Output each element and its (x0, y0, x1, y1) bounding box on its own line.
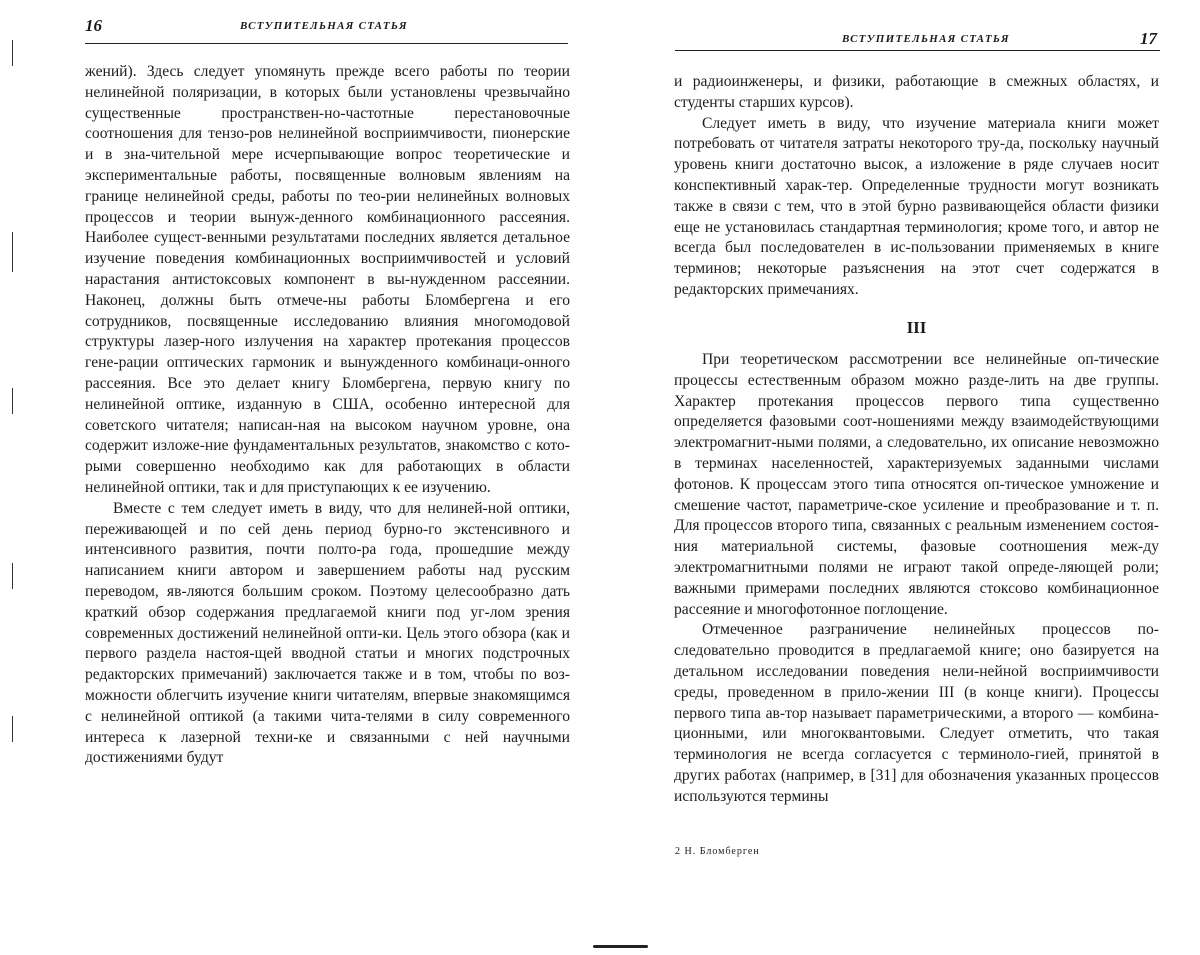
section-heading: III (906, 318, 927, 337)
scan-margin-mark (12, 716, 13, 742)
scan-margin-mark (12, 388, 13, 414)
right-page-number: 17 (1140, 29, 1157, 48)
left-header-rule (85, 43, 568, 44)
left-page-number: 16 (85, 16, 102, 35)
scan-margin-mark (12, 563, 13, 589)
right-paragraph-1: и радиоинженеры, и физики, работающие в смежных областях, и студенты старших курсов). (674, 73, 1159, 111)
right-running-head: ВСТУПИТЕЛЬНАЯ СТАТЬЯ (842, 33, 1010, 45)
scan-margin-mark (12, 40, 13, 66)
right-paragraph-2: Следует иметь в виду, что изучение материала книги может потребовать от читателя затраты некоторого тру-да, поскольку научный уровень книги достаточно высок, а изложение в ряде случаев носит конспективный харак-тер. Определенные трудности могут возникать также в связи с тем, что в этой бурно развивающейся области физики еще не установилась стандартная терминология; кроме того, и автор не всегда был последователен в ис-пользовании применяемых в книге терминов; некоторые разъяснения на этот счет содержатся в редакторских примечаниях. (674, 114, 1159, 298)
left-paragraph-2: Вместе с тем следует иметь в виду, что для нелиней-ной оптики, переживающей и по сей день период бурно-го экстенсивного и интенсивного развития, почти полто-ра года, прошедшие между написанием книги автором и завершением работы над русским переводом, яв-ляются большим сроком. Поэтому целесообразно дать краткий обзор содержания предлагаемой книги под уг-лом зрения современных достижений нелинейной опти-ки. Цель этого обзора (как и первого раздела настоя-щей вводной статьи и многих подстрочных редакторских примечаний) заключается также и в том, чтобы по воз-можности облегчить изучение книги читателям, впервые знакомящимся с нелинейной оптикой (а такими чита-телями в силу современного интереса к лазерной техни-ке и связанными с ней научными достижениями будут (85, 499, 570, 767)
right-paragraph-4: Отмеченное разграничение нелинейных процессов по-следовательно проводится в предлагаемой книге; оно базируется на детальном исследовании поведения нели-нейной восприимчивости среды, проведенном в прило-жении III (в конце книги). Процессы первого типа ав-тор называет параметрическими, а второго — комбина-ционными, или многоквантовыми. Следует отметить, что такая терминология не всегда согласуется с терминоло-гией, принятой в других работах (например, в [31] для обозначения указанных процессов используются термины (674, 621, 1159, 805)
signature-mark: 2 Н. Бломберген (675, 846, 760, 857)
right-text-column-bottom (674, 350, 1159, 808)
gutter-shadow (593, 945, 648, 948)
left-text-column (85, 62, 570, 769)
left-paragraph-1: жений). Здесь следует упомянуть прежде всего работы по теории нелинейной поляризации, в которых были установлены чрезвычайно существенные пространствен-но-частотные перестановочные соотношения для тензо-ров нелинейной восприимчивости, пионерские и в зна-чительной мере исчерпывающие вопрос теоретические и экспериментальные работы, посвященные волновым явлениям на границе нелинейной среды, работы по тео-рии нелинейных волновых процессов и теории вынуж-денного комбинационного рассеяния. Наиболее сущест-венными результатами последних является детальное изучение поведения комбинационных восприимчивостей и условий нарастания антистоксовых компонент в вы-нужденном рассеянии. Наконец, должны быть отмече-ны работы Бломбергена и его сотрудников, посвященные исследованию влияния многомодовой структуры лазер-ного излучения на характер протекания процессов гене-рации оптических гармоник и вынужденного комбинаци-онного рассеяния. Все это делает книгу Бломбергена, первую книгу по нелинейной оптике, изданную в США, особенно интересной для советского читателя; написан-ная на высоком научном уровне, она содержит изложе-ние фундаментальных результатов, знакомство с кото-рыми совершенно необходимо как для работающих в области нелинейной оптики, так и для приступающих к ее изучению. (85, 63, 570, 496)
left-running-head: ВСТУПИТЕЛЬНАЯ СТАТЬЯ (240, 20, 408, 32)
right-paragraph-3: При теоретическом рассмотрении все нелинейные оп-тические процессы естественным образом можно разде-лить на две группы. Характер протекания процессов первого типа существенно определяется фазовыми соот-ношениями между взаимодействующими электромагнит-ными полями, а следовательно, их описание невозможно в терминах населенностей, характеризуемых заданными числами фотонов. К процессам этого типа относятся оп-тическое умножение и смешение частот, параметриче-ское усиление и преобразование и т. п. Для процессов второго типа, связанных с реальным изменением состоя-ния материальной системы, фазовые соотношения меж-ду электромагнитными полями не играют такой опреде-ляющей роли; важными примерами последних являются стоксово комбинационное рассеяние и многофотонное поглощение. (674, 351, 1159, 618)
scan-margin-mark (12, 232, 13, 272)
right-text-column-top (674, 72, 1159, 301)
right-header-rule (675, 50, 1160, 51)
